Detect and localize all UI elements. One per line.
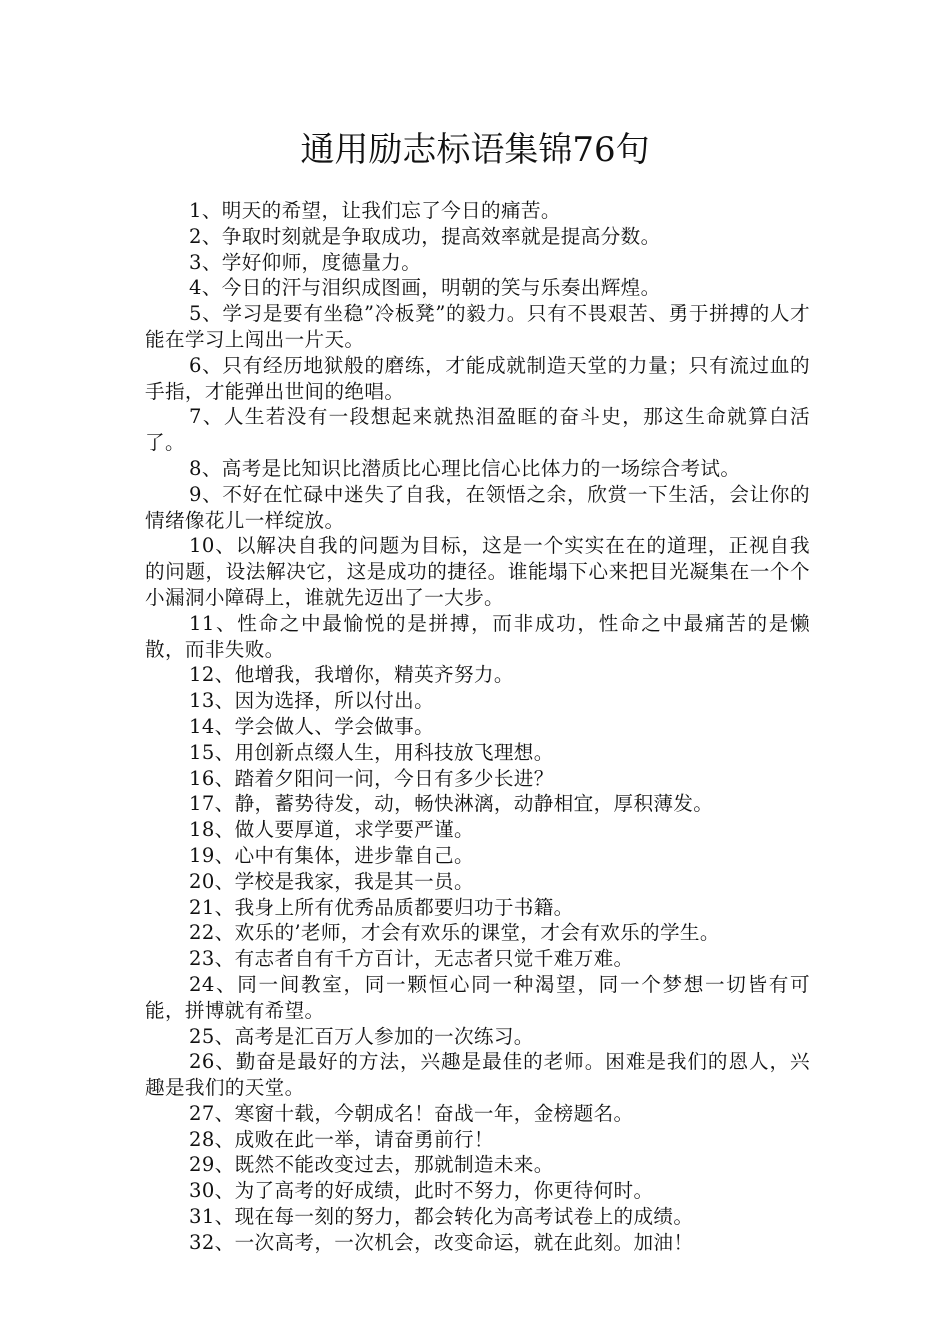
slogan-item: 14、学会做人、学会做事。 bbox=[189, 714, 435, 738]
slogan-item: 5、学习是要有坐稳”冷板凳”的毅力。只有不畏艰苦、勇于拼搏的人才能在学习上闯出一片天。 bbox=[145, 302, 810, 351]
slogan-item: 10、以解决自我的问题为目标，这是一个实实在在的道理，正视自我的问题，设法解决它，这是成功的捷径。谁能塌下心来把目光凝集在一个个小漏洞小障碍上，谁就先迈出了一大步。 bbox=[145, 534, 810, 609]
slogan-item: 8、高考是比知识比潜质比心理比信心比体力的一场综合考试。 bbox=[189, 456, 741, 480]
slogan-item: 7、人生若没有一段想起来就热泪盈眶的奋斗史，那这生命就算白活了。 bbox=[145, 405, 810, 455]
slogan-item: 28、成败在此一举，请奋勇前行！ bbox=[189, 1127, 494, 1151]
slogan-item: 32、一次高考，一次机会，改变命运，就在此刻。加油！ bbox=[189, 1230, 694, 1254]
slogan-item: 30、为了高考的好成绩，此时不努力，你更待何时。 bbox=[189, 1179, 654, 1203]
slogan-item: 27、寒窗十载，今朝成名！奋战一年，金榜题名。 bbox=[189, 1101, 634, 1125]
slogan-item: 24、同一间教室，同一颗恒心同一种渴望，同一个梦想一切皆有可能，拼博就有希望。 bbox=[145, 972, 810, 1022]
slogan-item: 20、学校是我家，我是其一员。 bbox=[189, 869, 474, 893]
slogan-item: 1、明天的希望，让我们忘了今日的痛苦。 bbox=[189, 199, 561, 222]
slogan-item: 3、学好仰师，度德量力。 bbox=[189, 250, 422, 274]
slogan-item: 23、有志者自有千方百计，无志者只觉千难万难。 bbox=[189, 947, 634, 971]
slogan-item: 26、勤奋是最好的方法，兴趣是最佳的老师。困难是我们的恩人，兴趣是我们的天堂。 bbox=[145, 1050, 810, 1100]
slogan-item: 21、我身上所有优秀品质都要归功于书籍。 bbox=[189, 895, 574, 919]
slogan-item: 29、既然不能改变过去，那就制造未来。 bbox=[189, 1153, 554, 1177]
slogan-item: 18、做人要厚道，求学要严谨。 bbox=[189, 818, 474, 842]
slogan-item: 22、欢乐的’老师，才会有欢乐的课堂，才会有欢乐的学生。 bbox=[189, 921, 720, 945]
slogan-item: 25、高考是汇百万人参加的一次练习。 bbox=[189, 1024, 534, 1048]
slogan-item: 17、静，蓄势待发，动，畅快淋漓，动静相宜，厚积薄发。 bbox=[189, 792, 714, 816]
document-title: 通用励志标语集锦76句 bbox=[300, 130, 650, 170]
slogan-item: 11、性命之中最愉悦的是拼搏，而非成功，性命之中最痛苦的是懒散，而非失败。 bbox=[145, 611, 810, 661]
slogan-item: 13、因为选择，所以付出。 bbox=[189, 689, 435, 713]
slogan-list bbox=[145, 198, 810, 1256]
slogan-item: 19、心中有集体，进步靠自己。 bbox=[189, 843, 474, 867]
slogan-item: 4、今日的汗与泪织成图画，明朝的笑与乐奏出辉煌。 bbox=[189, 276, 661, 300]
slogan-item: 31、现在每一刻的努力，都会转化为高考试卷上的成绩。 bbox=[189, 1205, 694, 1229]
slogan-item: 2、争取时刻就是争取成功，提高效率就是提高分数。 bbox=[189, 224, 661, 248]
slogan-item: 12、他增我，我增你，精英齐努力。 bbox=[189, 663, 514, 687]
slogan-item: 9、不好在忙碌中迷失了自我，在领悟之余，欣赏一下生活，会让你的情绪像花儿一样绽放。 bbox=[145, 482, 810, 532]
slogan-item: 16、踏着夕阳问一问，今日有多少长进？ bbox=[189, 766, 554, 790]
slogan-item: 15、用创新点缀人生，用科技放飞理想。 bbox=[189, 740, 554, 764]
slogan-item: 6、只有经历地狱般的磨练，才能成就制造天堂的力量；只有流过血的手指，才能弹出世间的绝唱。 bbox=[145, 353, 810, 403]
